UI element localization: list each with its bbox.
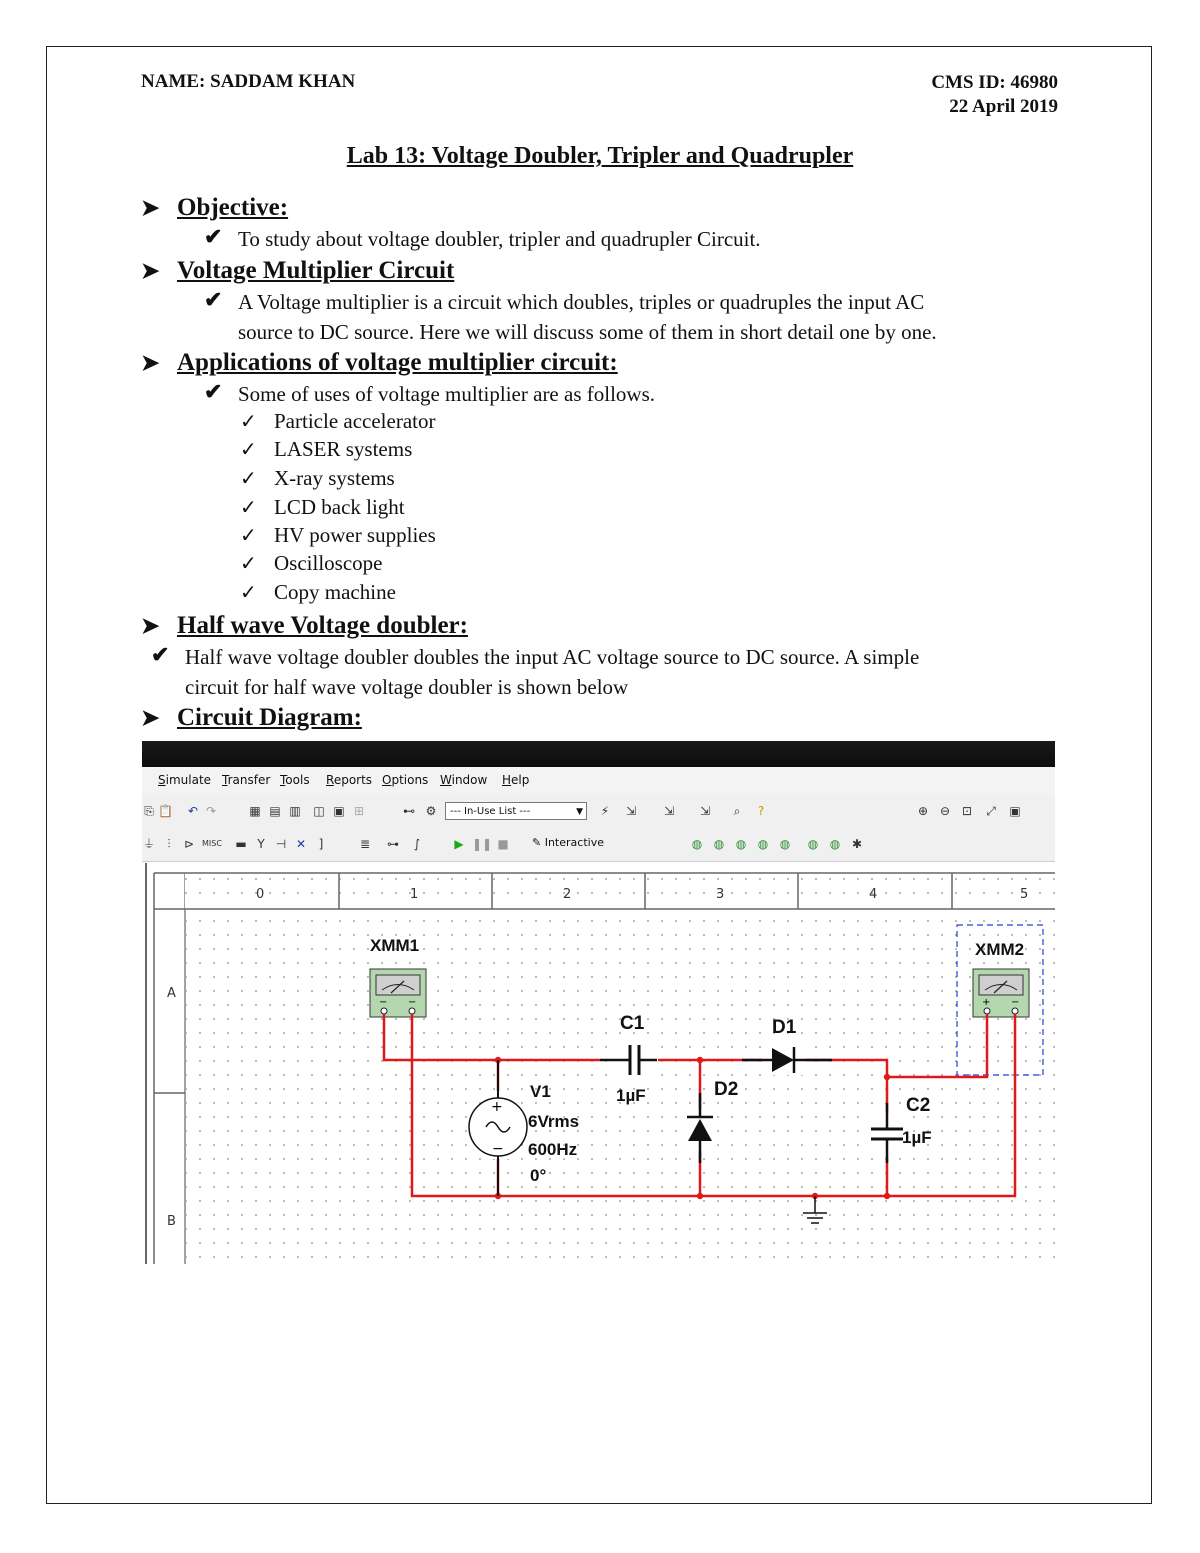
ruler-col-4: 4 bbox=[869, 887, 878, 902]
c1-label: C1 bbox=[620, 1013, 645, 1034]
instrument-icon[interactable]: ◍ bbox=[807, 837, 819, 851]
applications-intro-text: Some of uses of voltage multiplier are as follows. bbox=[238, 382, 655, 406]
paste-icon[interactable]: 📋 bbox=[158, 804, 173, 818]
arrow-icon: ➤ bbox=[141, 350, 160, 375]
help-icon[interactable]: ? bbox=[757, 804, 765, 818]
in-use-list-dropdown[interactable] bbox=[445, 802, 587, 820]
page-title: Lab 13: Voltage Doubler, Tripler and Quadrupler bbox=[346, 143, 854, 169]
section-heading: Half wave Voltage doubler: bbox=[177, 612, 468, 639]
section-multiplier bbox=[141, 257, 454, 285]
zoom-area-icon[interactable]: ⊡ bbox=[961, 804, 973, 818]
antenna-icon[interactable]: Y bbox=[257, 837, 265, 851]
redo-icon[interactable]: ↷ bbox=[205, 804, 217, 818]
ruler-row-a: A bbox=[167, 986, 176, 1001]
interactive-label: Interactive bbox=[544, 836, 604, 849]
misc-icon[interactable]: MISC bbox=[202, 839, 222, 848]
menu-window[interactable]: Window bbox=[440, 773, 488, 787]
section-heading: Voltage Multiplier Circuit bbox=[177, 257, 455, 284]
ruler-col-1: 1 bbox=[410, 887, 419, 902]
menu-help[interactable]: Help bbox=[502, 773, 530, 787]
menu-bar bbox=[142, 767, 1055, 796]
list-item bbox=[240, 437, 413, 462]
list-item-text: Oscilloscope bbox=[274, 551, 383, 575]
half-wave-text bbox=[151, 642, 920, 702]
svg-text:−: − bbox=[492, 1141, 504, 1157]
multiplier-text bbox=[204, 287, 937, 347]
svg-text:−: − bbox=[1011, 997, 1020, 1008]
graphic-icon[interactable]: ∫ bbox=[413, 837, 421, 851]
applications-intro bbox=[204, 379, 655, 409]
checkmark-icon: ✔ bbox=[204, 287, 223, 312]
c1-value: 1µF bbox=[616, 1086, 646, 1105]
wizard-icon[interactable]: ⚙ bbox=[425, 804, 437, 818]
section-heading: Objective: bbox=[177, 194, 289, 221]
c2-label: C2 bbox=[906, 1095, 931, 1116]
c2-value: 1µF bbox=[902, 1128, 932, 1147]
d1-label: D1 bbox=[772, 1017, 797, 1038]
svg-text:−: − bbox=[408, 997, 417, 1008]
place-probe-icon[interactable]: ⇲ bbox=[625, 804, 637, 818]
ruler-col-0: 0 bbox=[256, 887, 265, 902]
menu-options[interactable]: Options bbox=[382, 773, 429, 787]
half-wave-line-1: Half wave voltage doubler doubles the input AC voltage source to DC source. A simple bbox=[185, 645, 920, 669]
zoom-fit-icon[interactable]: ⤢ bbox=[986, 804, 996, 818]
probe-settings-icon[interactable]: ⇲ bbox=[663, 804, 675, 818]
list-item bbox=[240, 409, 436, 434]
section-heading: Applications of voltage multiplier circuit: bbox=[177, 349, 618, 376]
list-item bbox=[240, 466, 395, 491]
chevron-down-icon: ▼ bbox=[576, 807, 583, 817]
multisim-screenshot bbox=[142, 741, 1055, 1264]
list-item bbox=[240, 523, 436, 548]
check-icon: ✓ bbox=[240, 468, 257, 490]
arrow-icon: ➤ bbox=[141, 613, 160, 638]
zoom-out-icon[interactable]: ⊖ bbox=[939, 804, 951, 818]
fullscreen-icon[interactable]: ▣ bbox=[1009, 804, 1021, 818]
schematic-canvas[interactable] bbox=[142, 863, 1055, 1264]
check-icon: ✓ bbox=[240, 553, 257, 575]
multimeter-xmm2[interactable] bbox=[973, 969, 1029, 1017]
ruler-col-3: 3 bbox=[716, 887, 725, 902]
list-item-text: LCD back light bbox=[274, 495, 405, 519]
section-objective bbox=[141, 194, 288, 222]
list-item-text: LASER systems bbox=[274, 437, 413, 461]
check-icon: ✓ bbox=[240, 439, 257, 461]
probe-icon[interactable]: ⚡ bbox=[600, 804, 610, 818]
database-icon[interactable]: ▥ bbox=[289, 804, 301, 818]
ruler-col-2: 2 bbox=[563, 887, 572, 902]
grapher-icon[interactable]: ◫ bbox=[313, 804, 325, 818]
ruler-row-b: B bbox=[167, 1214, 176, 1229]
grid-view-icon[interactable]: ▦ bbox=[249, 804, 261, 818]
instrument-icon[interactable]: ◍ bbox=[735, 837, 747, 851]
indicator-icon[interactable]: ▬ bbox=[235, 837, 247, 851]
instrument-icon[interactable]: ◍ bbox=[713, 837, 725, 851]
objective-line: To study about voltage doubler, tripler and quadrupler Circuit. bbox=[238, 227, 761, 251]
interactive-mode-button[interactable] bbox=[532, 836, 604, 849]
v1-phase: 0° bbox=[530, 1166, 547, 1185]
run-icon[interactable]: ▶ bbox=[454, 837, 464, 851]
window-titlebar bbox=[142, 741, 1055, 767]
check-icon: ✓ bbox=[240, 497, 257, 519]
multiplier-line-2: source to DC source. Here we will discuss some of them in short detail one by one. bbox=[238, 320, 937, 344]
checkmark-icon: ✔ bbox=[204, 224, 223, 249]
check-icon: ✓ bbox=[240, 525, 257, 547]
cms-id: CMS ID: 46980 bbox=[931, 72, 1058, 93]
section-applications bbox=[141, 349, 618, 377]
settings-icon[interactable]: ✱ bbox=[851, 837, 863, 851]
svg-text:+: + bbox=[491, 1099, 503, 1115]
v1-label: V1 bbox=[530, 1082, 551, 1101]
list-item-text: Particle accelerator bbox=[274, 409, 436, 433]
d2-label: D2 bbox=[714, 1079, 739, 1100]
hierarchy-icon[interactable]: ⊞ bbox=[353, 804, 365, 818]
svg-text:+: + bbox=[982, 997, 991, 1008]
section-heading: Circuit Diagram: bbox=[177, 704, 362, 731]
copy-icon[interactable]: ⎘ bbox=[144, 804, 154, 818]
date: 22 April 2019 bbox=[949, 96, 1058, 117]
zoom-in-icon[interactable]: ⊕ bbox=[917, 804, 929, 818]
diode-component-icon[interactable]: ⊳ bbox=[183, 837, 195, 851]
menu-tools[interactable]: Tools bbox=[280, 773, 310, 787]
v1-freq: 600Hz bbox=[528, 1140, 578, 1159]
student-name: NAME: SADDAM KHAN bbox=[141, 71, 356, 92]
check-icon: ✓ bbox=[240, 582, 257, 604]
instrument-icon[interactable]: ◍ bbox=[757, 837, 769, 851]
toolbar-main bbox=[142, 795, 1055, 828]
xmm2-label: XMM2 bbox=[975, 940, 1025, 959]
arrow-icon: ➤ bbox=[141, 258, 160, 283]
half-wave-line-2: circuit for half wave voltage doubler is shown below bbox=[185, 675, 629, 699]
basic-icon[interactable]: ⫶ bbox=[167, 837, 171, 851]
search-icon[interactable]: ⌕ bbox=[733, 804, 741, 818]
section-half-wave bbox=[141, 612, 468, 640]
menu-transfer[interactable]: Transfer bbox=[222, 773, 271, 787]
instrument-icon[interactable]: ◍ bbox=[779, 837, 791, 851]
toolbar-components bbox=[142, 828, 1055, 862]
list-item bbox=[240, 495, 405, 520]
arrow-icon: ➤ bbox=[141, 705, 160, 730]
ruler-col-5: 5 bbox=[1020, 887, 1029, 902]
electromech-icon[interactable]: ⊣ bbox=[275, 837, 287, 851]
source-icon[interactable]: ⏚ bbox=[142, 837, 155, 851]
multiplier-line-1: A Voltage multiplier is a circuit which doubles, triples or quadruples the input AC bbox=[238, 290, 925, 314]
instrument-icon[interactable]: ◍ bbox=[829, 837, 841, 851]
text-icon[interactable]: ≣ bbox=[359, 837, 371, 851]
component-icon[interactable]: ⊷ bbox=[403, 804, 415, 818]
undo-icon[interactable]: ↶ bbox=[187, 804, 199, 818]
menu-simulate[interactable]: Simulate bbox=[158, 773, 212, 787]
list-item-text: X-ray systems bbox=[274, 466, 395, 490]
connector-icon[interactable]: ] bbox=[318, 837, 324, 851]
instrument-icon[interactable]: ◍ bbox=[691, 837, 703, 851]
in-use-list-value: --- In-Use List --- bbox=[450, 806, 531, 817]
list-item bbox=[240, 551, 383, 576]
list-item-text: Copy machine bbox=[274, 580, 396, 604]
spreadsheet-icon[interactable]: ▤ bbox=[269, 804, 281, 818]
cms-and-date bbox=[931, 71, 1058, 119]
xmm1-label: XMM1 bbox=[370, 936, 420, 955]
check-icon: ✓ bbox=[240, 411, 257, 433]
v1-rms: 6Vrms bbox=[528, 1112, 580, 1131]
menu-reports[interactable]: Reports bbox=[326, 773, 373, 787]
hier-block-icon[interactable]: ⊶ bbox=[387, 837, 399, 851]
objective-text bbox=[204, 224, 761, 254]
probe-options-icon[interactable]: ⇲ bbox=[699, 804, 711, 818]
svg-text:−: − bbox=[379, 997, 388, 1008]
multimeter-xmm1[interactable] bbox=[370, 969, 426, 1017]
arrow-icon: ➤ bbox=[141, 195, 160, 220]
pen-icon: ✎ bbox=[532, 836, 542, 849]
section-circuit bbox=[141, 704, 362, 732]
bus-icon[interactable]: ✕ bbox=[295, 837, 307, 851]
checkmark-icon: ✔ bbox=[151, 642, 170, 667]
list-item bbox=[240, 580, 396, 605]
checkmark-icon: ✔ bbox=[204, 379, 223, 404]
pause-icon[interactable]: ❚❚ bbox=[472, 837, 493, 851]
postprocessor-icon[interactable]: ▣ bbox=[333, 804, 345, 818]
list-item-text: HV power supplies bbox=[274, 523, 436, 547]
stop-icon[interactable]: ■ bbox=[497, 837, 509, 851]
